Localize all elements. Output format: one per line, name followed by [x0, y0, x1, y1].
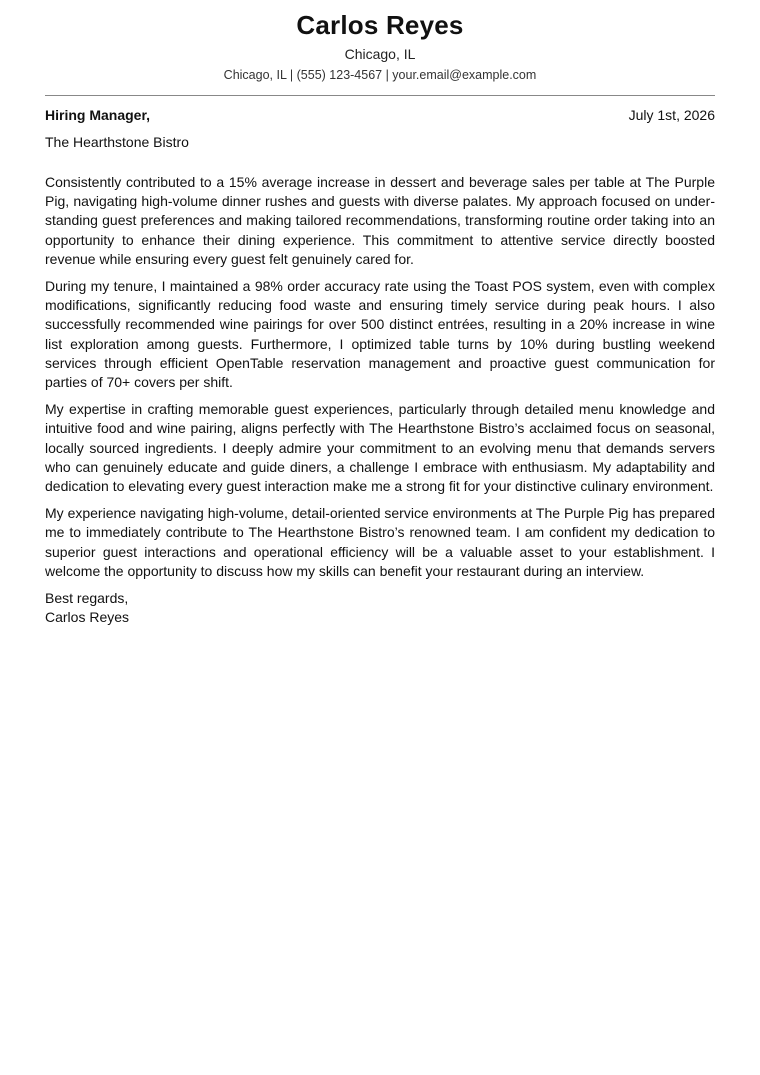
- letter-header: [45, 0, 715, 83]
- body-paragraph-4: My experience navigating high-volume, detail-oriented service environments at The Purple Pig has prepared me to immediately contribute to The Hearthstone Bistro’s renowned team. I am confident my dedication to superior guest interactions and operational efficiency will be a valuable asset to your establishment. I welcome the opportunity to discuss how my skills can benefit your restaurant during an interview.: [45, 505, 715, 579]
- recipient-date-row: [45, 106, 715, 124]
- applicant-contact-line: Chicago, IL | (555) 123-4567 | your.email@example.com: [223, 68, 537, 82]
- applicant-name: Carlos Reyes: [296, 10, 464, 40]
- applicant-location: Chicago, IL: [344, 46, 416, 62]
- body-paragraph-3: My expertise in crafting memorable guest experiences, particularly through detailed menu knowledge and intuitive food and wine pairing, aligns perfectly with The Hearthstone Bistro’s acclaimed focus on seasonal, locally sourced ingredients. I deeply admire your commitment to an evolving menu that demands servers who can genuinely educate and guide diners, a challenge I embrace with enthusiasm. My adaptability and dedication to elevating every guest interaction make me a strong fit for your distinctive culinary environment.: [45, 401, 715, 495]
- closing-phrase: Best regards,: [45, 590, 129, 607]
- letter-date: July 1st, 2026: [628, 107, 715, 123]
- recipient-company: The Hearthstone Bistro: [45, 134, 189, 150]
- recipient-salutation: Hiring Manager,: [45, 107, 151, 123]
- letter-closing-block: [45, 589, 715, 627]
- body-paragraph-2: During my tenure, I maintained a 98% order accuracy rate using the Toast POS system, even with complex modifications, significantly reducing food waste and ensuring timely service during peak hours. I also successfully recommended wine pairings for over 500 distinct entrées, resulting in a 20% increase in wine list exploration among guests. Furthermore, I optimized table turns by 10% during bustling weekend services through efficient OpenTable reservation management and proactive guest communication for parties of 70+ covers per shift.: [45, 278, 715, 391]
- signature-name: Carlos Reyes: [45, 609, 130, 626]
- letter-body: [45, 173, 715, 581]
- body-paragraph-1: Consistently contributed to a 15% average increase in dessert and beverage sales per table at The Purple Pig, navigating high-volume dinner rushes and guests with diverse palates. My approach focused on under-standing guest preferences and making tailored recommendations, transforming routine order taking into an opportunity to enhance their dining experience. This commitment to attentive service directly boosted revenue while ensuring every guest felt genuinely cared for.: [45, 174, 715, 267]
- header-divider: [45, 95, 715, 96]
